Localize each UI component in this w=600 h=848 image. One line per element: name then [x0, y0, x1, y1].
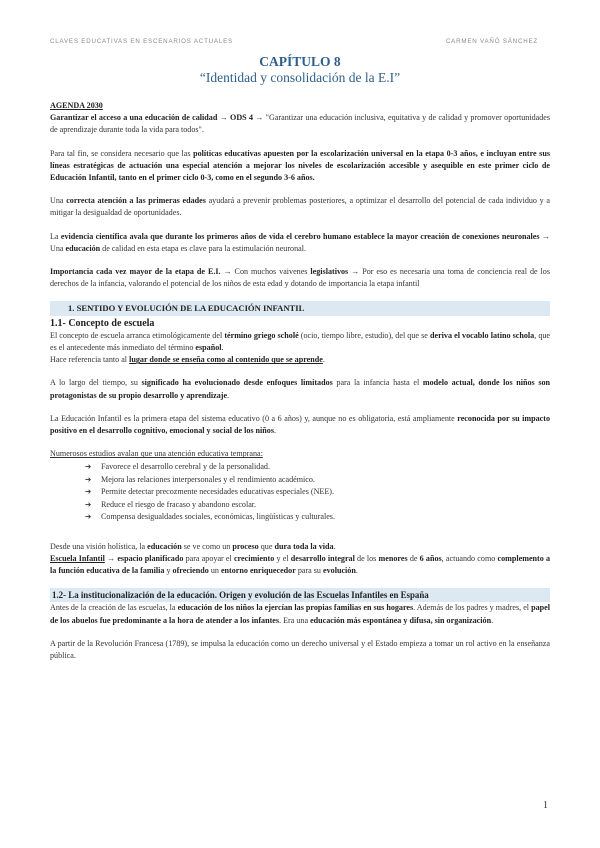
- infant-school-paragraph: Escuela Infantil → espacio planificado para apoyar el crecimiento y el desarrollo integral de los menores de 6 años, actuando como complemento a la función educativa de la familia y ofreciendo un entorno enriquecedor para su evolución.: [50, 553, 551, 575]
- page-number: 1: [543, 800, 548, 811]
- agenda-paragraph-4: La evidencia científica avala que durante los primeros años de vida el cerebro humano establece la mayor creación de conexiones neuronales → Una educación de calidad en esta etapa es clave para la estimulación neuronal.: [50, 231, 550, 253]
- arrow-bullet-icon: ➔: [85, 487, 92, 497]
- studies-list: [50, 461, 550, 523]
- arrow-bullet-icon: ➔: [85, 512, 92, 522]
- subsection-1-2-heading: 1.2- La institucionalización de la educación. Origen y evolución de las Escuelas Infantiles en España: [50, 588, 550, 602]
- agenda-paragraph-5: Importancia cada vez mayor de la etapa de E.I. → Con muchos vaivenes legislativos → Por eso es necesaria una toma de conciencia real de los derechos de la infancia, valorando el potencial de los niños de esta edad y dotando de importancia la etapa infantil: [50, 267, 550, 289]
- list-item: ➔ Favorece el desarrollo cerebral y de la personalidad.: [85, 461, 550, 473]
- list-item: ➔ Reduce el riesgo de fracaso y abandono escolar.: [85, 499, 550, 511]
- arrow-bullet-icon: ➔: [85, 499, 92, 509]
- subsection-1-1-heading: 1.1- Concepto de escuela: [50, 317, 155, 329]
- document-body: [50, 100, 550, 662]
- section-1-heading: 1. SENTIDO Y EVOLUCIÓN DE LA EDUCACIÓN INFANTIL: [50, 301, 550, 315]
- family-education-paragraph: Antes de la creación de las escuelas, la educación de los niños la ejercían las propias familias en sus hogares. Además de los padres y madres, el papel de los abuelos fue predominante a la hora de atender a los infantes. Era una educación más espontánea y difusa, sin organización.: [50, 603, 550, 625]
- studies-list-heading: Numerosos estudios avalan que una atención educativa temprana:: [50, 449, 263, 459]
- chapter-title: CAPÍTULO 8: [259, 54, 341, 69]
- french-revolution-paragraph: A partir de la Revolución Francesa (1789), se impulsa la educación como un derecho universal y el Estado empieza a tomar un rol activo en la enseñanza pública.: [50, 638, 550, 660]
- agenda-heading: AGENDA 2030: [50, 101, 103, 110]
- infant-education-paragraph: La Educación Infantil es la primera etapa del sistema educativo (0 a 6 años) y, aunque no es obligatoria, está ampliamente reconocida por su impacto positivo en el desarrollo cognitivo, emocional y social de los niños.: [50, 413, 550, 436]
- holistic-paragraph: Desde una visión holística, la educación se ve como un proceso que dura toda la vida.: [50, 541, 336, 551]
- arrow-bullet-icon: ➔: [85, 474, 92, 484]
- agenda-paragraph-3: Una correcta atención a las primeras edades ayudará a prevenir problemas posteriores, a optimizar el desarrollo del potencial de cada individuo y a mitigar la desigualdad de oportunidades.: [50, 196, 550, 218]
- concept-paragraph: El concepto de escuela arranca etimológicamente del término griego scholé (ocio, tiempo libre, estudio), del que se deriva el vocablo latino schola, que es el antecedente más inmediato del término español. Hace referencia tanto al lugar donde se enseña como al contenido que se aprende.: [50, 330, 551, 365]
- agenda-paragraph-1: Garantizar el acceso a una educación de calidad → ODS 4 → "Garantizar una educación inclusiva, equitativa y de calidad y promover oportunidades de aprendizaje durante toda la vida para todos".: [50, 113, 551, 135]
- list-item: ➔ Compensa desigualdades sociales, económicas, lingüísticas y culturales.: [85, 511, 550, 523]
- agenda-paragraph-2: Para tal fin, se considera necesario que las políticas educativas apuesten por la escolarización universal en la etapa 0-3 años, e incluyan entre sus líneas estratégicas de actuación una especial atención a mejorar los niveles de escolarización accesible y asequible en este primer ciclo de Educación Infantil, tanto en el primer ciclo 0-3, como en el segundo 3-6 años.: [50, 148, 550, 183]
- chapter-subtitle: “Identidad y consolidación de la E.I”: [199, 70, 401, 85]
- list-item: ➔ Mejora las relaciones interpersonales y el rendimiento académico.: [85, 474, 550, 486]
- running-header-right: CARMEN VAÑÓ SÁNCHEZ: [445, 38, 538, 45]
- evolution-paragraph: A lo largo del tiempo, su significado ha evolucionado desde enfoques limitados para la infancia hasta el modelo actual, donde los niños son protagonistas de su propio desarrollo y aprendizaje.: [50, 378, 551, 400]
- running-header-left: CLAVES EDUCATIVAS EN ESCENARIOS ACTUALES: [50, 38, 233, 45]
- list-item: ➔ Permite detectar precozmente necesidades educativas especiales (NEE).: [85, 486, 550, 498]
- arrow-bullet-icon: ➔: [85, 462, 92, 472]
